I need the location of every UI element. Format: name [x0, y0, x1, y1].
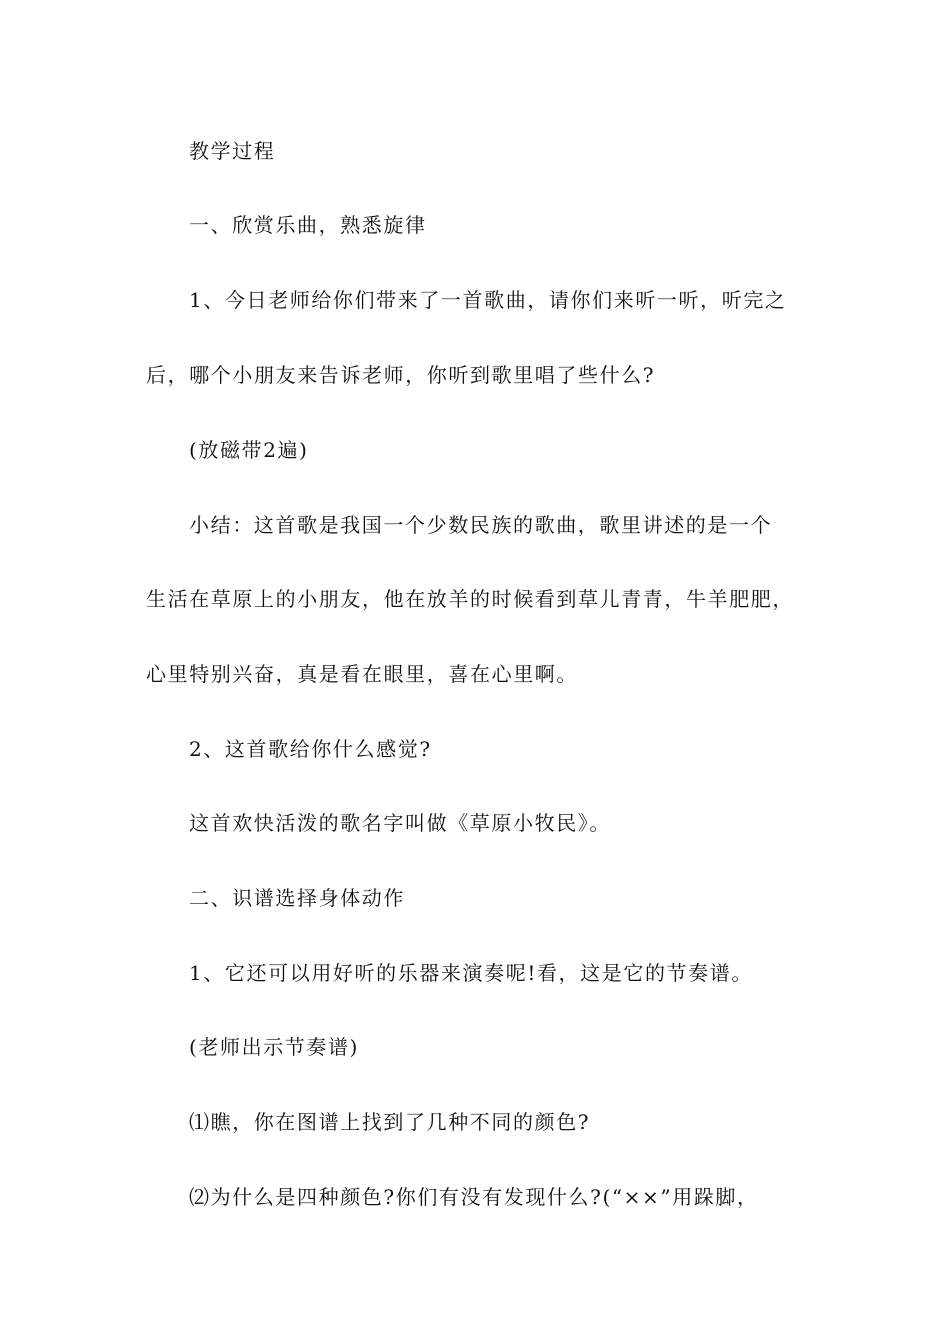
paragraph-line: 心里特别兴奋，真是看在眼里，喜在心里啊。 — [146, 662, 578, 686]
section-heading-teaching-process: 教学过程 — [189, 139, 276, 163]
section-heading-1: 一、欣赏乐曲，熟悉旋律 — [189, 213, 427, 237]
paragraph-line: 这首欢快活泼的歌名字叫做《草原小牧民》。 — [189, 811, 611, 835]
paragraph-line: ⑵为什么是四种颜色?你们有没有发现什么?(“××”用跺脚， — [189, 1185, 759, 1209]
paragraph-line: (放磁带2遍) — [189, 438, 309, 462]
paragraph-line: 2、这首歌给你什么感觉? — [189, 737, 432, 761]
paragraph-line: 1、今日老师给你们带来了一首歌曲，请你们来听一听，听完之 — [189, 288, 787, 312]
paragraph-line: ⑴瞧，你在图谱上找到了几种不同的颜色? — [189, 1110, 591, 1134]
paragraph-line: 后，哪个小朋友来告诉老师，你听到歌里唱了些什么? — [146, 363, 656, 387]
paragraph-line: (老师出示节奏谱) — [189, 1035, 360, 1059]
paragraph-line: 1、它还可以用好听的乐器来演奏呢!看，这是它的节奏谱。 — [189, 961, 753, 985]
paragraph-line: 生活在草原上的小朋友，他在放羊的时候看到草儿青青，牛羊肥肥， — [146, 587, 794, 611]
paragraph-line: 小结：这首歌是我国一个少数民族的歌曲，歌里讲述的是一个 — [189, 513, 773, 537]
section-heading-2: 二、识谱选择身体动作 — [189, 886, 405, 910]
